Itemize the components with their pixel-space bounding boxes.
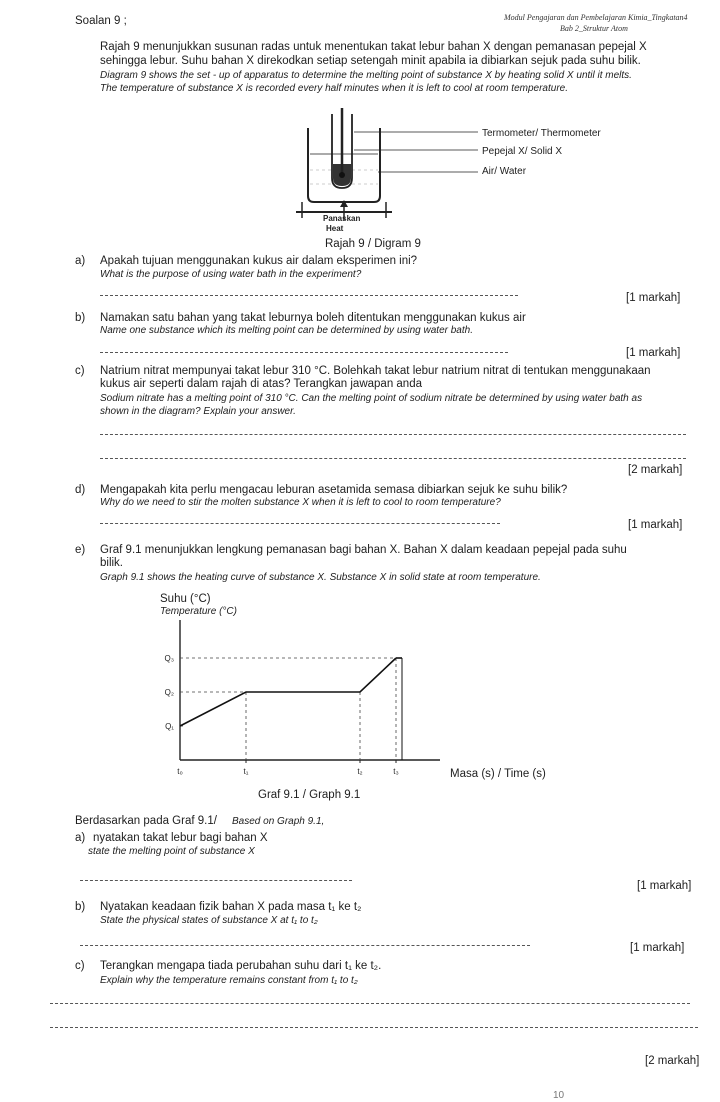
- qc-marks: [2 markah]: [628, 464, 683, 476]
- qe-ms-line2: bilik.: [100, 557, 124, 569]
- intro-en-line1: Diagram 9 shows the set - up of apparatus to determine the melting point of substance X by heating solid X until it melts.: [100, 70, 632, 81]
- qb-en: Name one substance which its melting point can be determined by using water bath.: [100, 325, 473, 336]
- graph-ylabel-en: Temperature (°C): [160, 606, 237, 617]
- y-tick-label-0: Q₁: [165, 722, 174, 731]
- sb-marks: [1 markah]: [630, 942, 685, 954]
- qe-en: Graph 9.1 shows the heating curve of substance X. Substance X in solid state at room temperature.: [100, 572, 541, 583]
- x-tick-label-1: t₁: [243, 767, 249, 776]
- intro-en-line2: The temperature of substance X is recorded every half minutes when it is left to cool at room temperature.: [100, 83, 569, 94]
- qd-answer-line[interactable]: [100, 523, 500, 524]
- qd-ms: Mengapakah kita perlu mengacau leburan asetamida semasa dibiarkan sejuk ke suhu bilik?: [100, 484, 568, 496]
- label-water: Air/ Water: [482, 166, 527, 177]
- label-solid-x: Pepejal X/ Solid X: [482, 146, 563, 157]
- qc-en-line1: Sodium nitrate has a melting point of 310 °C. Can the melting point of sodium nitrate be determined by using water bath as: [100, 393, 643, 404]
- qa-answer-line[interactable]: [100, 295, 518, 296]
- label-heat-ms: Panaskan: [323, 214, 361, 223]
- sa-ms: nyatakan takat lebur bagi bahan X: [93, 832, 268, 844]
- qb-marks: [1 markah]: [626, 347, 681, 359]
- qb-answer-line[interactable]: [100, 352, 508, 353]
- qe-ms-line1: Graf 9.1 menunjukkan lengkung pemanasan bagi bahan X. Bahan X dalam keadaan pepejal pada suhu: [100, 544, 627, 556]
- intro-ms-line1: Rajah 9 menunjukkan susunan radas untuk menentukan takat lebur bahan X dengan pemanasan pepejal X: [100, 41, 647, 53]
- x-tick-label-0: t₀: [177, 767, 183, 776]
- chapter-title: Bab 2_Struktur Atom: [560, 24, 628, 33]
- sc-answer-line2[interactable]: [50, 1027, 698, 1028]
- sub-intro-ms: Berdasarkan pada Graf 9.1/: [75, 815, 217, 827]
- sb-ms: Nyatakan keadaan fizik bahan X pada masa t₁ ke t₂: [100, 901, 362, 913]
- qb-number: b): [75, 312, 86, 324]
- y-tick-label-2: Q₃: [164, 654, 174, 663]
- sa-answer-line[interactable]: [80, 880, 352, 881]
- sa-number: a): [75, 832, 86, 844]
- qd-en: Why do we need to stir the molten substance X when it is left to cool to room temperature?: [100, 497, 501, 508]
- apparatus-diagram: [290, 108, 480, 226]
- page-number: 10: [553, 1090, 565, 1101]
- sa-marks: [1 markah]: [637, 880, 692, 892]
- qa-en: What is the purpose of using water bath in the experiment?: [100, 269, 362, 280]
- sc-marks: [2 markah]: [645, 1055, 700, 1067]
- qd-marks: [1 markah]: [628, 519, 683, 531]
- label-heat-en: Heat: [326, 224, 344, 233]
- qe-number: e): [75, 544, 86, 556]
- sc-en: Explain why the temperature remains constant from t₁ to t₂: [100, 975, 358, 986]
- module-title: Modul Pengajaran dan Pembelajaran Kimia_Tingkatan4: [504, 13, 688, 22]
- sc-answer-line1[interactable]: [50, 1003, 690, 1004]
- heating-curve-chart: [150, 618, 450, 778]
- x-tick-label-3: t₃: [393, 767, 399, 776]
- y-tick-label-1: Q₂: [164, 688, 174, 697]
- qc-ms-line1: Natrium nitrat mempunyai takat lebur 310 °C. Bolehkah takat lebur natrium nitrat di tentukan menggunakaan: [100, 365, 651, 377]
- sb-answer-line[interactable]: [80, 945, 530, 946]
- graph-ylabel-ms: Suhu (°C): [160, 593, 211, 605]
- soalan-label: Soalan 9 ;: [75, 15, 127, 27]
- qd-number: d): [75, 484, 86, 496]
- graph-caption: Graf 9.1 / Graph 9.1: [258, 789, 361, 801]
- x-tick-label-2: t₂: [357, 767, 363, 776]
- label-thermometer: Termometer/ Thermometer: [482, 128, 601, 139]
- graph-xlabel: Masa (s) / Time (s): [450, 768, 546, 780]
- qa-ms: Apakah tujuan menggunakan kukus air dalam eksperimen ini?: [100, 255, 418, 267]
- qc-en-line2: shown in the diagram? Explain your answer.: [100, 406, 296, 417]
- sc-ms: Terangkan mengapa tiada perubahan suhu dari t₁ ke t₂.: [100, 960, 382, 972]
- qb-ms: Namakan satu bahan yang takat leburnya boleh ditentukan menggunakan kukus air: [100, 312, 526, 324]
- sc-number: c): [75, 960, 85, 972]
- sb-en: State the physical states of substance X at t₁ to t₂: [100, 915, 318, 926]
- qc-answer-line2[interactable]: [100, 458, 686, 459]
- diagram9-caption: Rajah 9 / Digram 9: [325, 238, 421, 250]
- sb-number: b): [75, 901, 86, 913]
- sub-intro-en: Based on Graph 9.1,: [232, 816, 325, 827]
- qa-number: a): [75, 255, 86, 267]
- sa-en: state the melting point of substance X: [88, 846, 255, 857]
- qa-marks: [1 markah]: [626, 292, 681, 304]
- qc-ms-line2: kukus air seperti dalam rajah di atas? Terangkan jawapan anda: [100, 378, 422, 390]
- qc-answer-line1[interactable]: [100, 434, 686, 435]
- intro-ms-line2: sehingga lebur. Suhu bahan X direkodkan setiap setengah minit apabila ia dibiarkan sejuk pada suhu bilik.: [100, 55, 641, 67]
- qc-number: c): [75, 365, 85, 377]
